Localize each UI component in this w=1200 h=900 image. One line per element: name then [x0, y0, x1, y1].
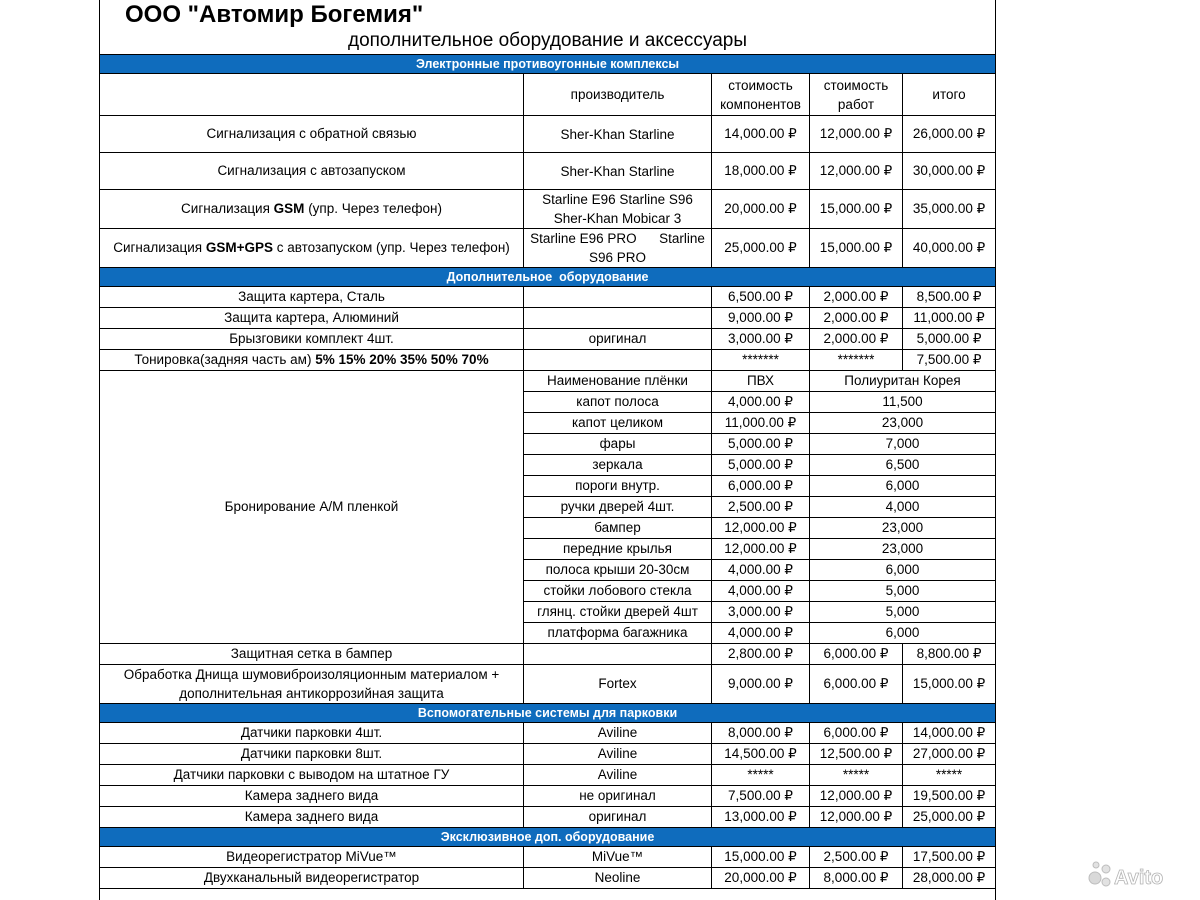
table-row [100, 868, 996, 889]
film-part: полоса крыши 20-30см [524, 560, 712, 581]
avito-watermark [1086, 856, 1186, 892]
item-maker: Sher-Khan Starline [524, 116, 712, 153]
item-total: 7,500.00 ₽ [903, 350, 996, 371]
item-maker [524, 287, 712, 308]
film-part: капот целиком [524, 413, 712, 434]
item-components: 6,500.00 ₽ [712, 287, 810, 308]
item-total: 27,000.00 ₽ [903, 744, 996, 765]
item-works: 8,000.00 ₽ [810, 868, 903, 889]
item-works: 6,000.00 ₽ [810, 644, 903, 665]
item-works: 15,000.00 ₽ [810, 190, 903, 229]
item-works: 2,500.00 ₽ [810, 847, 903, 868]
item-name: Датчики парковки 4шт. [100, 723, 524, 744]
film-part: капот полоса [524, 392, 712, 413]
table-row [100, 308, 996, 329]
film-pu-price: 23,000 [810, 413, 996, 434]
film-pu-price: 11,500 [810, 392, 996, 413]
item-total: 8,500.00 ₽ [903, 287, 996, 308]
item-total: 26,000.00 ₽ [903, 116, 996, 153]
film-part: передние крылья [524, 539, 712, 560]
film-col-pvc: ПВХ [712, 371, 810, 392]
film-pu-price: 4,000 [810, 497, 996, 518]
film-pvc-price: 12,000.00 ₽ [712, 518, 810, 539]
item-components: ***** [712, 765, 810, 786]
item-maker: Neoline [524, 868, 712, 889]
table-row [100, 350, 996, 371]
film-pu-price: 6,500 [810, 455, 996, 476]
section-header-exclusive: Эксклюзивное доп. оборудование [100, 828, 996, 847]
table-row [100, 744, 996, 765]
film-pvc-price: 11,000.00 ₽ [712, 413, 810, 434]
section-header-alarm: Электронные противоугонные комплексы [100, 55, 996, 74]
item-total: 11,000.00 ₽ [903, 308, 996, 329]
table-row [100, 765, 996, 786]
film-pu-price: 5,000 [810, 581, 996, 602]
film-pu-price: 7,000 [810, 434, 996, 455]
film-part: пороги внутр. [524, 476, 712, 497]
item-name: Датчики парковки 8шт. [100, 744, 524, 765]
film-pu-price: 5,000 [810, 602, 996, 623]
section-header-parking: Вспомогательные системы для парковки [100, 704, 996, 723]
item-works: ******* [810, 350, 903, 371]
item-name: Сигнализация с обратной связью [100, 116, 524, 153]
film-part: глянц. стойки дверей 4шт [524, 602, 712, 623]
item-total: 25,000.00 ₽ [903, 807, 996, 828]
item-name: Датчики парковки с выводом на штатное ГУ [100, 765, 524, 786]
item-total: 30,000.00 ₽ [903, 153, 996, 190]
col-components: стоимость компонентов [712, 74, 810, 116]
item-name: Защитная сетка в бампер [100, 644, 524, 665]
film-pu-price: 6,000 [810, 476, 996, 497]
table-row [100, 190, 996, 229]
item-total: 8,800.00 ₽ [903, 644, 996, 665]
film-pvc-price: 5,000.00 ₽ [712, 455, 810, 476]
film-header-row [100, 371, 996, 392]
item-name: Тонировка(задняя часть ам) 5% 15% 20% 35% 50% 70% [100, 350, 524, 371]
item-name: Обработка Днища шумовиброизоляционным материалом + дополнительная антикоррозийная защита [100, 665, 524, 704]
item-maker: оригинал [524, 807, 712, 828]
item-name: Видеорегистратор MiVue™ [100, 847, 524, 868]
table-row [100, 723, 996, 744]
item-name: Сигнализация с автозапуском [100, 153, 524, 190]
item-components: 20,000.00 ₽ [712, 190, 810, 229]
item-name: Защита картера, Алюминий [100, 308, 524, 329]
table-row [100, 847, 996, 868]
item-works: 12,500.00 ₽ [810, 744, 903, 765]
table-row [100, 153, 996, 190]
film-part: ручки дверей 4шт. [524, 497, 712, 518]
item-works: 15,000.00 ₽ [810, 229, 903, 268]
item-name: Камера заднего вида [100, 786, 524, 807]
film-pvc-price: 5,000.00 ₽ [712, 434, 810, 455]
item-works: 12,000.00 ₽ [810, 786, 903, 807]
item-components: 14,500.00 ₽ [712, 744, 810, 765]
item-maker [524, 308, 712, 329]
item-total: 17,500.00 ₽ [903, 847, 996, 868]
avito-logo-icon [1086, 856, 1186, 892]
price-table [99, 54, 996, 889]
table-row [100, 786, 996, 807]
film-pu-price: 6,000 [810, 560, 996, 581]
table-row [100, 287, 996, 308]
table-row [100, 807, 996, 828]
film-pu-price: 23,000 [810, 518, 996, 539]
film-pu-price: 23,000 [810, 539, 996, 560]
table-row [100, 665, 996, 704]
item-components: ******* [712, 350, 810, 371]
item-maker: Aviline [524, 765, 712, 786]
item-works: 6,000.00 ₽ [810, 723, 903, 744]
item-maker: оригинал [524, 329, 712, 350]
item-works: 6,000.00 ₽ [810, 665, 903, 704]
column-header-row [100, 74, 996, 116]
film-pu-price: 6,000 [810, 623, 996, 644]
item-works: ***** [810, 765, 903, 786]
col-works: стоимость работ [810, 74, 903, 116]
item-name: Защита картера, Сталь [100, 287, 524, 308]
item-name: Сигнализация GSM+GPS с автозапуском (упр. Через телефон) [100, 229, 524, 268]
item-works: 2,000.00 ₽ [810, 308, 903, 329]
item-works: 2,000.00 ₽ [810, 287, 903, 308]
item-maker: MiVue™ [524, 847, 712, 868]
item-components: 13,000.00 ₽ [712, 807, 810, 828]
item-maker: Sher-Khan Starline [524, 153, 712, 190]
item-works: 12,000.00 ₽ [810, 116, 903, 153]
price-sheet [99, 0, 996, 900]
item-components: 9,000.00 ₽ [712, 308, 810, 329]
item-total: 35,000.00 ₽ [903, 190, 996, 229]
film-part: фары [524, 434, 712, 455]
item-components: 9,000.00 ₽ [712, 665, 810, 704]
section-header-extra: Дополнительное оборудование [100, 268, 996, 287]
item-maker [524, 644, 712, 665]
col-total: итого [903, 74, 996, 116]
page-subtitle: дополнительное оборудование и аксессуары [347, 30, 748, 51]
table-row [100, 229, 996, 268]
film-pvc-price: 4,000.00 ₽ [712, 581, 810, 602]
table-row [100, 644, 996, 665]
item-works: 12,000.00 ₽ [810, 807, 903, 828]
item-total: 5,000.00 ₽ [903, 329, 996, 350]
film-pvc-price: 4,000.00 ₽ [712, 560, 810, 581]
item-components: 2,800.00 ₽ [712, 644, 810, 665]
item-components: 25,000.00 ₽ [712, 229, 810, 268]
item-total: ***** [903, 765, 996, 786]
item-maker: Fortex [524, 665, 712, 704]
film-col-pu: Полиуритан Корея [810, 371, 996, 392]
item-components: 14,000.00 ₽ [712, 116, 810, 153]
table-row [100, 116, 996, 153]
item-works: 2,000.00 ₽ [810, 329, 903, 350]
item-maker: Starline E96 Starline S96 Sher-Khan Mobicar 3 [524, 190, 712, 229]
item-name: Камера заднего вида [100, 807, 524, 828]
item-total: 15,000.00 ₽ [903, 665, 996, 704]
item-components: 7,500.00 ₽ [712, 786, 810, 807]
film-pvc-price: 2,500.00 ₽ [712, 497, 810, 518]
item-name: Сигнализация GSM (упр. Через телефон) [100, 190, 524, 229]
film-col-name: Наименование плёнки [524, 371, 712, 392]
film-pvc-price: 12,000.00 ₽ [712, 539, 810, 560]
film-part: стойки лобового стекла [524, 581, 712, 602]
item-total: 40,000.00 ₽ [903, 229, 996, 268]
table-row [100, 329, 996, 350]
item-works: 12,000.00 ₽ [810, 153, 903, 190]
film-pvc-price: 4,000.00 ₽ [712, 392, 810, 413]
item-maker: не оригинал [524, 786, 712, 807]
col-maker: производитель [524, 74, 712, 116]
item-maker [524, 350, 712, 371]
company-title: ООО "Автомир Богемия" [125, 1, 424, 28]
avito-wordmark: Avito [1114, 867, 1164, 889]
film-part: зеркала [524, 455, 712, 476]
item-components: 20,000.00 ₽ [712, 868, 810, 889]
item-maker: Starline E96 PRO Starline S96 PRO [524, 229, 712, 268]
film-part: платформа багажника [524, 623, 712, 644]
item-name: Двухканальный видеорегистратор [100, 868, 524, 889]
item-components: 3,000.00 ₽ [712, 329, 810, 350]
item-maker: Aviline [524, 744, 712, 765]
film-part: бампер [524, 518, 712, 539]
item-total: 28,000.00 ₽ [903, 868, 996, 889]
item-total: 14,000.00 ₽ [903, 723, 996, 744]
item-total: 19,500.00 ₽ [903, 786, 996, 807]
film-pvc-price: 3,000.00 ₽ [712, 602, 810, 623]
film-pvc-price: 6,000.00 ₽ [712, 476, 810, 497]
film-service-name: Бронирование А/М пленкой [100, 371, 524, 644]
item-components: 18,000.00 ₽ [712, 153, 810, 190]
item-components: 8,000.00 ₽ [712, 723, 810, 744]
item-name: Брызговики комплект 4шт. [100, 329, 524, 350]
item-maker: Aviline [524, 723, 712, 744]
item-components: 15,000.00 ₽ [712, 847, 810, 868]
film-pvc-price: 4,000.00 ₽ [712, 623, 810, 644]
